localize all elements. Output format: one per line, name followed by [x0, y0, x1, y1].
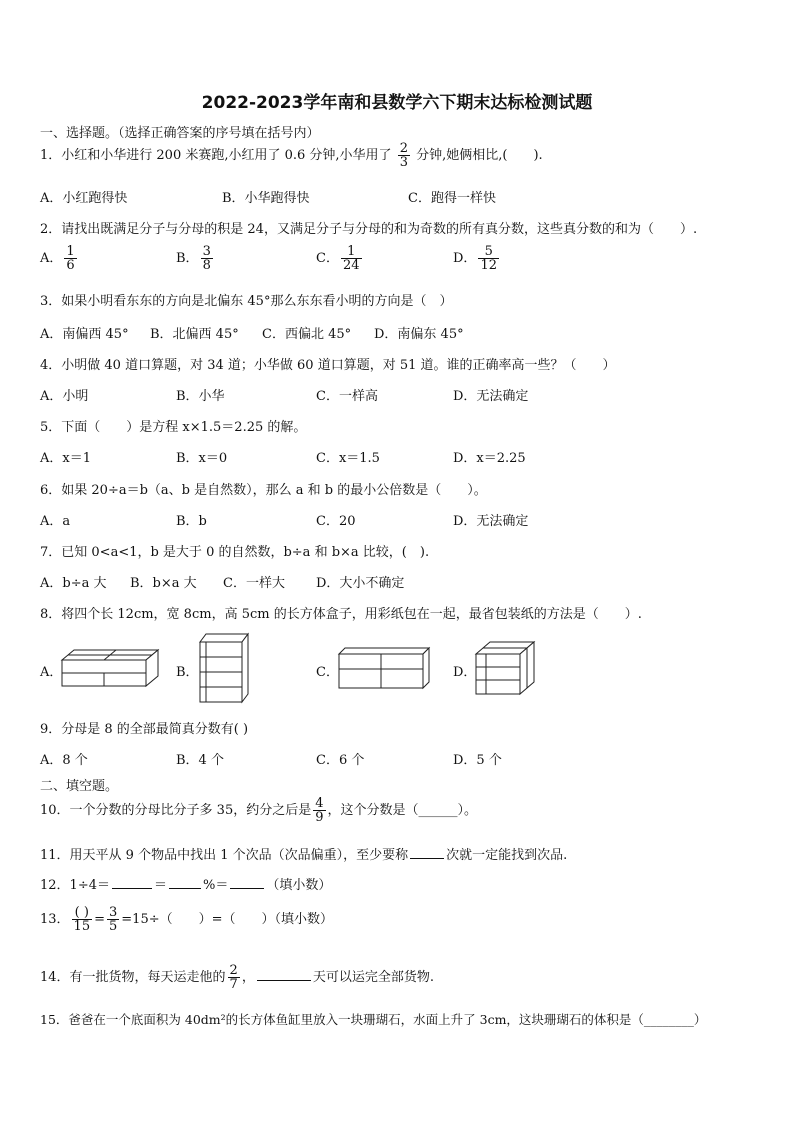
answer-blank[interactable] [112, 887, 152, 889]
question-15: 15．爸爸在一个底面积为 40dm²的长方体鱼缸里放入一块珊瑚石，水面上升了 3cm，这块珊瑚石的体积是（________） [40, 1012, 707, 1027]
option-b[interactable]: B． [176, 665, 199, 680]
option-c[interactable]: C．一样大 [223, 576, 285, 591]
fraction: $\frac{( )}{15}$ [73, 905, 91, 934]
question-12: 12．1÷4＝ ＝ %＝ （填小数） [40, 878, 332, 893]
option-a[interactable]: A．小明 [40, 389, 89, 404]
answer-blank[interactable] [257, 979, 311, 981]
option-b[interactable]: B．x＝0 [176, 451, 228, 466]
section-heading-fill: 二、填空题。 [40, 779, 119, 794]
option-b[interactable]: B．小华跑得快 [222, 191, 310, 206]
question-13: 13． $\frac{( )}{15}$ = $\frac{3}{5}$ =15÷（ ）=（ ）（填小数） [40, 905, 334, 934]
option-c[interactable]: C．跑得一样快 [408, 191, 496, 206]
box-arrangement-wide-2x2 [337, 646, 431, 690]
question-6: 6．如果 20÷a＝b（a、b 是自然数），那么 a 和 b 的最小公倍数是（ ）。 [40, 483, 487, 498]
option-c[interactable]: C．20 [316, 514, 356, 529]
question-4: 4．小明做 40 道口算题，对 34 道；小华做 60 道口算题，对 51 道。谁的正确率高一些？（ ） [40, 358, 616, 373]
box-arrangement-stacked-tall [198, 632, 250, 704]
question-3: 3．如果小明看东东的方向是北偏东 45°那么东东看小明的方向是（ ） [40, 294, 453, 309]
option-d[interactable]: D． [453, 665, 477, 680]
question-2: 2．请找出既满足分子与分母的积是 24，又满足分子与分母的和为奇数的所有真分数，这些真分数的和为（ ）. [40, 222, 698, 237]
question-1-text: 1．小红和小华进行 200 米赛跑,小红用了 0.6 分钟,小华用了 [40, 148, 392, 163]
option-d[interactable]: D． $\frac{5}{12}$ [453, 244, 497, 273]
question-8: 8．将四个长 12cm，宽 8cm，高 5cm 的长方体盒子，用彩纸包在一起，最省包装纸的方法是（ ）. [40, 607, 642, 622]
option-b[interactable]: B．小华 [176, 389, 225, 404]
question-10: 10．一个分数的分母比分子多 35，约分之后是 $\frac{4}{9}$ ，这个分数是（______）。 [40, 796, 478, 825]
option-b[interactable]: B．北偏西 45° [150, 327, 239, 342]
option-b[interactable]: B．4 个 [176, 753, 224, 768]
option-d[interactable]: D．大小不确定 [316, 576, 405, 591]
option-b[interactable]: B． $\frac{3}{8}$ [176, 244, 211, 273]
box-arrangement-flat-2x2 [60, 648, 162, 690]
answer-blank[interactable] [410, 857, 444, 859]
question-14: 14．有一批货物，每天运走他的 $\frac{2}{7}$ ， 天可以运完全部货物. [40, 963, 434, 992]
answer-blank[interactable] [230, 887, 264, 889]
fraction: $\frac{4}{9}$ [315, 796, 324, 825]
option-c[interactable]: C． [316, 665, 339, 680]
option-d[interactable]: D．5 个 [453, 753, 502, 768]
question-11: 11．用天平从 9 个物品中找出 1 个次品（次品偏重），至少要称 次就一定能找到次品. [40, 848, 568, 863]
option-a[interactable]: A．8 个 [40, 753, 88, 768]
option-c[interactable]: C．西偏北 45° [262, 327, 352, 342]
option-d[interactable]: D．无法确定 [453, 514, 529, 529]
page-title: 2022-2023学年南和县数学六下期末达标检测试题 [201, 93, 593, 113]
option-a[interactable]: A．b÷a 大 [40, 576, 107, 591]
option-b[interactable]: B．b [176, 514, 207, 529]
section-heading-choice: 一、选择题。（选择正确答案的序号填在括号内） [40, 126, 320, 141]
option-a[interactable]: A．南偏西 45° [40, 327, 129, 342]
option-c[interactable]: C．一样高 [316, 389, 378, 404]
question-1-text-end: 分钟,她俩相比,( ). [416, 148, 543, 163]
option-d[interactable]: D．无法确定 [453, 389, 529, 404]
option-a[interactable]: A． [40, 665, 63, 680]
fraction: $\frac{3}{5}$ [109, 905, 118, 934]
question-9: 9．分母是 8 的全部最简真分数有( ) [40, 722, 249, 737]
question-5: 5．下面（ ）是方程 x×1.5＝2.25 的解。 [40, 420, 307, 435]
option-a[interactable]: A．a [40, 514, 71, 529]
question-1 [40, 142, 543, 169]
fraction: $\frac{2}{7}$ [229, 963, 238, 992]
fraction: $\frac{2}{3}$ [399, 141, 408, 170]
option-b[interactable]: B．b×a 大 [130, 576, 197, 591]
answer-blank[interactable] [169, 887, 201, 889]
option-d[interactable]: D．南偏东 45° [374, 327, 464, 342]
question-7: 7．已知 0<a<1，b 是大于 0 的自然数，b÷a 和 b×a 比较，( ). [40, 545, 430, 560]
option-a[interactable]: A．x＝1 [40, 451, 91, 466]
option-a[interactable]: A． $\frac{1}{6}$ [40, 244, 75, 273]
option-a[interactable]: A．小红跑得快 [40, 191, 128, 206]
option-c[interactable]: C． $\frac{1}{24}$ [316, 244, 360, 273]
option-d[interactable]: D．x＝2.25 [453, 451, 526, 466]
box-arrangement-stacked-deep [474, 640, 536, 696]
option-c[interactable]: C．6 个 [316, 753, 365, 768]
option-c[interactable]: C．x＝1.5 [316, 451, 380, 466]
